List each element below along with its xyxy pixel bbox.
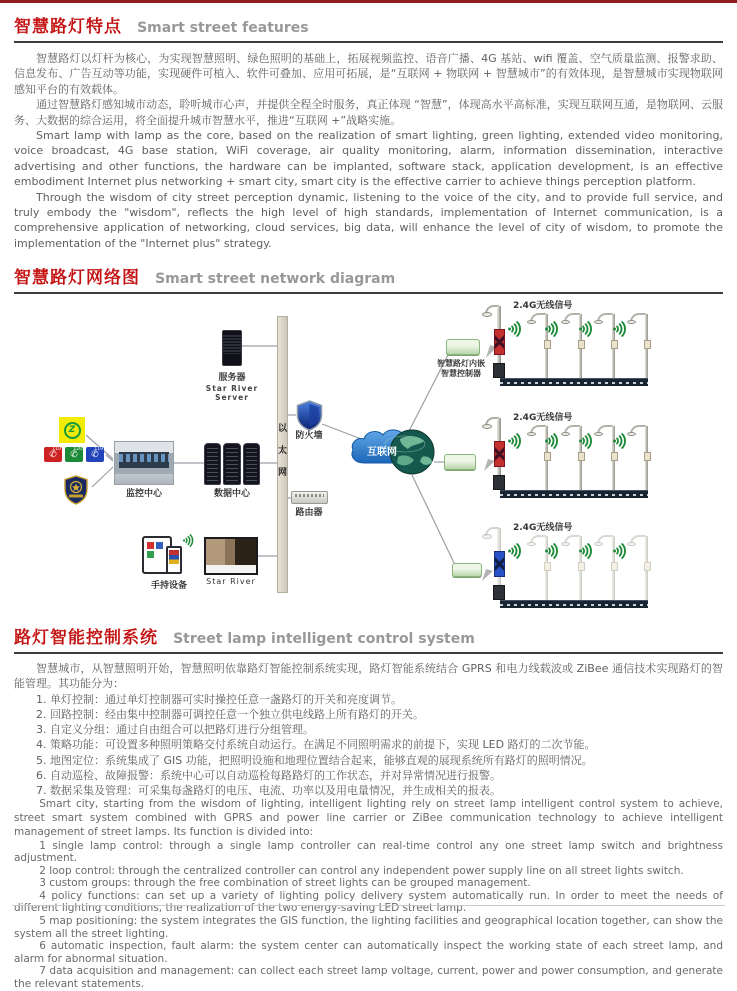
server-label-sub2: Server	[215, 393, 249, 403]
wifi-signal-icon	[578, 542, 594, 564]
paragraph-en: Smart city, starting from the wisdom of lighting, intelligent lighting rely on street lamp intelligent control system to achieve, street smart system combined with GPRS and power line carrier or ZiBee communication technology to achieve intelligent management of street lamps. Its function is divided into:	[14, 798, 723, 838]
top-red-rule	[0, 0, 737, 3]
section-title-en: Street lamp intelligent control system	[173, 631, 475, 648]
list-item-zh: 5. 地图定位：系统集成了 GIS 功能，把照明设施和地理位置结合起来，能够直观的展现系统所有路灯的照明情况。	[36, 753, 593, 767]
wifi-signal-icon	[578, 320, 594, 342]
wifi-signal-icon	[612, 542, 628, 564]
phone-119-icon: ✆ 119	[86, 447, 104, 462]
list-item-zh: 4. 策略功能：可设置多种照明策略交付系统自动运行。在满足不同照明需求的前提下，实现 LED 路灯的二次节能。	[36, 738, 596, 752]
list-item-en: 2 loop control: through the centralized controller can control any independent power supply line on all street lights switch.	[39, 864, 684, 877]
phone-110-icon: ✆ 110	[44, 447, 62, 462]
list-item-zh: 7. 数据采集及管理：可采集每盏路灯的电压、电流、功率以及用电量情况，并生成相关的报表。	[36, 783, 501, 797]
wifi-signal-icon	[544, 432, 560, 454]
section-title-zh: 智慧路灯特点	[14, 17, 122, 37]
features-paragraphs	[14, 51, 723, 251]
ethernet-label	[276, 421, 289, 478]
ethernet-char: 太	[277, 446, 287, 457]
road	[500, 378, 648, 386]
wifi-signal-icon	[507, 320, 523, 342]
wifi-signal-icon	[507, 542, 523, 564]
router-label: 路由器	[295, 508, 323, 519]
wifi-signal-icon	[612, 320, 628, 342]
phone-number: 119	[94, 447, 103, 453]
server-label-sub1: Star River	[205, 384, 259, 394]
room-floor	[115, 474, 173, 484]
ethernet-char: 以	[277, 424, 287, 435]
router-icon	[291, 491, 328, 504]
screen-wall	[119, 452, 169, 468]
control-system-zh	[14, 661, 723, 798]
wifi-signal-icon	[544, 320, 560, 342]
list-item-zh: 3. 自定义分组：通过自由组合可以把路灯进行分组管理。	[36, 723, 314, 737]
street-lamp-icon	[627, 313, 651, 379]
street-lamp-icon	[627, 535, 651, 601]
wireless-signal-label: 2.4G无线信号	[513, 523, 573, 534]
firewall-label: 防火墙	[295, 431, 323, 442]
star-river-display-label: Star River	[206, 577, 256, 587]
server-rack-icon	[204, 443, 221, 485]
eco-ring: Z	[64, 422, 81, 439]
paragraph-en: Smart lamp with lamp as the core, based on the realization of smart lighting, green lighting, extended video monitoring, voice broadcast, 4G base station, WiFi coverage, air quality monitoring, alarm, information dissemination, interactive advertising and other functions, the hardware can be implanted, software stack, application development, is an effective embodiment Internet plus networking + smart city, smart city is the effective carrier to achieve things perception platform.	[14, 129, 723, 189]
wifi-signal-icon	[544, 542, 560, 564]
list-item-en: 7 data acquisition and management: can collect each street lamp voltage, current, power and power consumption, and generate the relevant statements.	[14, 965, 723, 991]
section-title-en: Smart street features	[137, 20, 309, 36]
server-icon	[222, 330, 242, 366]
list-item-en: 3 custom groups: through the free combination of street lights can be grouped management.	[39, 877, 531, 890]
phone-120-icon: ✆ 120	[65, 447, 83, 462]
section-header-network	[14, 263, 723, 294]
server-label-zh: 服务器	[218, 373, 246, 384]
ethernet-char: 网	[277, 468, 287, 479]
paragraph-zh: 通过智慧路灯感知城市动态，聆听城市心声，并提供全程全时服务，真正体现 “智慧”，体现高水平高标准，实现互联网互通，是物联网、云服务、大数据的综合运用，将全面提升城市智慧水平，推进“互联网 +”战略实施。	[14, 98, 723, 127]
road	[500, 490, 648, 498]
paragraph-zh: 智慧城市，从智慧照明开始，智慧照明依靠路灯智能控制系统实现，路灯智能系统结合 GPRS 和电力线载波或 ZiBee 通信技术实现路灯的智能管理。其功能分为：	[14, 662, 723, 691]
handheld-label: 手持设备	[150, 581, 187, 592]
lamp-group-3	[455, 520, 655, 612]
wireless-signal-label: 2.4G无线信号	[513, 413, 573, 424]
lamp-group-2	[455, 410, 655, 502]
controller-label-line2: 智慧控制器	[441, 369, 481, 379]
server-label	[204, 373, 260, 402]
police-badge-icon	[63, 475, 89, 505]
handheld-devices-icon	[142, 532, 196, 580]
list-item-en: 6 automatic inspection, fault alarm: the system center can automatically inspect the working state of each street lamp, and alarm for abnormal situation.	[14, 940, 723, 965]
firewall-icon	[296, 400, 323, 431]
paragraph-en: Through the wisdom of city street perception dynamic, listening to the voice of the city, and to provide full service, and truly embody the "wisdom", reflects the high level of high standards, implementation of Internet communication, is a comprehensive application of networking, cloud services, big data, will enhance the level of city of wisdom, to promote the implementation of the "Internet plus" strategy.	[14, 190, 723, 250]
wifi-signal-icon	[182, 532, 195, 551]
phone-number: 120	[73, 447, 82, 453]
list-item-en: 1 single lamp control: through a single lamp controller can real-time control any one street lamp switch and brightness adjustment.	[14, 839, 723, 865]
street-lamp-icon	[627, 425, 651, 491]
phone-number: 110	[52, 447, 61, 453]
list-item-zh: 1. 单灯控制：通过单灯控制器可实时操控任意一盏路灯的开关和亮度调节。	[36, 692, 402, 706]
eco-logo-icon	[59, 417, 85, 443]
star-river-display	[204, 537, 258, 575]
smartphone-icon	[166, 546, 182, 574]
section-header-features	[14, 12, 723, 43]
list-item-en: 5 map positioning: the system integrates the GIS function, the lighting facilities and geographical location together, can show the system all the street lighting.	[14, 915, 723, 940]
bottom-rule	[12, 905, 725, 906]
lamp-led-screen	[494, 329, 505, 355]
lamp-led-screen	[494, 441, 505, 467]
monitoring-center-image	[114, 441, 174, 485]
section-header-control	[14, 623, 723, 654]
datacenter-icon	[204, 443, 260, 485]
internet-label: 互联网	[367, 447, 397, 459]
list-item-zh: 2. 回路控制：经由集中控制器可调控任意一个独立供电线路上所有路灯的开关。	[36, 707, 424, 721]
monitoring-center-label: 监控中心	[125, 489, 162, 500]
road	[500, 600, 648, 608]
wifi-signal-icon	[507, 432, 523, 454]
wireless-signal-label: 2.4G无线信号	[513, 301, 573, 312]
server-rack-icon	[243, 443, 260, 485]
wifi-signal-icon	[578, 432, 594, 454]
network-diagram	[0, 295, 737, 623]
list-item-en: 4 policy functions: can set up a variety of lighting policy delivery system automatically run. In order to meet the needs of different lighting conditions, the realization of the two energy-saving LED street lamp.	[14, 889, 723, 915]
control-system-en	[14, 798, 723, 991]
section-title-zh: 智慧路灯网络图	[14, 268, 140, 289]
emergency-phone-icons	[44, 447, 104, 462]
lamp-led-screen	[494, 551, 505, 577]
server-rack-icon	[223, 443, 240, 485]
section-title-zh: 路灯智能控制系统	[14, 628, 158, 649]
controller-label-line1: 智慧路灯内嵌	[437, 359, 485, 369]
lamp-group-1	[455, 298, 655, 390]
section-title-en: Smart street network diagram	[155, 271, 396, 288]
list-item-zh: 6. 自动巡检、故障报警：系统中心可以自动巡检每路路灯的工作状态，并对异常情况进行报警。	[36, 768, 501, 782]
datacenter-label: 数据中心	[213, 489, 250, 500]
wifi-signal-icon	[612, 432, 628, 454]
paragraph-zh: 智慧路灯以灯杆为核心，为实现智慧照明、绿色照明的基础上，拓展视频监控、语音广播、4G 基站、wifi 覆盖、空气质量监测、报警求助、信息发布、广告互动等功能，实现硬件可植入、软件可叠加、应用可拓展，是“互联网 + 物联网 + 智慧城市”的有效体现，是智慧城市实现物联网感知平台的有效载体。	[14, 52, 723, 96]
